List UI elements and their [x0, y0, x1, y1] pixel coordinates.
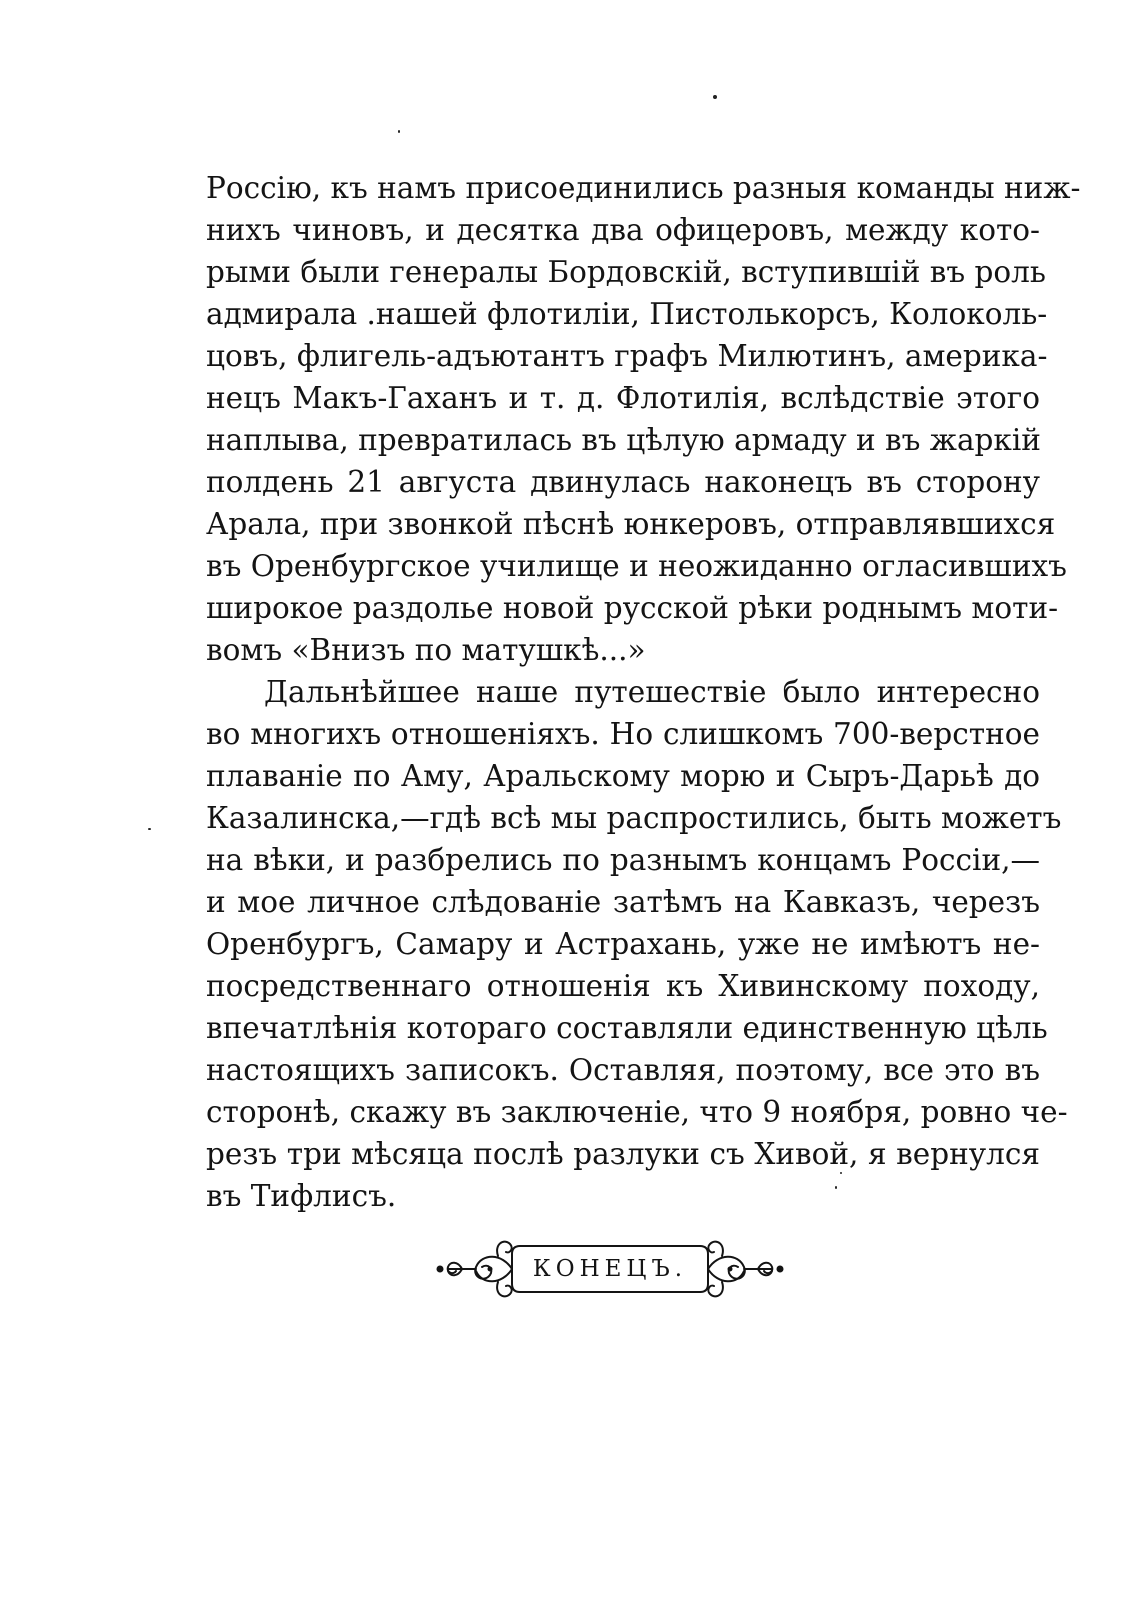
text-line: Казалинска,—гдѣ всѣ мы распростились, быть можетъ: [206, 801, 1062, 835]
text-line: и мое личное слѣдованіе затѣмъ на Кавказъ, черезъ: [206, 885, 1040, 919]
text-line: настоящихъ записокъ. Оставляя, поэтому, все это въ: [206, 1053, 1040, 1087]
text-line: нихъ чиновъ, и десятка два офицеровъ, между кото-: [206, 213, 1040, 247]
text-line: Россію, къ намъ присоединились разныя команды ниж-: [206, 171, 1081, 205]
print-speck: [398, 130, 400, 133]
print-speck: [713, 95, 717, 99]
text-line: вомъ «Внизъ по матушкѣ...»: [206, 633, 646, 667]
paragraph-start-line: Дальнѣйшее наше путешествіе было интересно: [264, 675, 1040, 709]
text-line: резъ три мѣсяца послѣ разлуки съ Хивой, я вернулся: [206, 1137, 1040, 1171]
text-line: полдень 21 августа двинулась наконецъ въ сторону: [206, 465, 1040, 499]
text-line: въ Тифлисъ.: [206, 1179, 397, 1213]
text-line: посредственнаго отношенія къ Хивинскому походу,: [206, 969, 1040, 1003]
text-line: въ Оренбургское училище и неожиданно огласившихъ: [206, 549, 1067, 583]
text-line: Арала, при звонкой пѣснѣ юнкеровъ, отправлявшихся: [206, 507, 1056, 541]
print-speck: [148, 828, 151, 830]
end-ornament: [428, 1234, 792, 1304]
text-line: Оренбургъ, Самару и Астрахань, уже не имѣютъ не-: [206, 927, 1040, 961]
text-line: наплыва, превратилась въ цѣлую армаду и въ жаркій: [206, 423, 1041, 457]
text-line: нецъ Макъ-Гаханъ и т. д. Флотилія, вслѣдствіе этого: [206, 381, 1040, 415]
text-line: рыми были генералы Бордовскій, вступившій въ роль: [206, 255, 1046, 289]
text-line: адмирала .нашей флотиліи, Пистолькорсъ, Колоколь-: [206, 297, 1048, 331]
text-line: впечатлѣнія котораго составляли единственную цѣль: [206, 1011, 1048, 1045]
text-line: цовъ, флигель-адъютантъ графъ Милютинъ, америка-: [206, 339, 1048, 373]
text-line: широкое раздолье новой русской рѣки роднымъ моти-: [206, 591, 1059, 625]
text-line: сторонѣ, скажу въ заключеніе, что 9 ноября, ровно че-: [206, 1095, 1068, 1129]
text-line: плаваніе по Аму, Аральскому морю и Сыръ-Дарьѣ до: [206, 759, 1040, 793]
end-title: КОНЕЦЪ.: [532, 1256, 688, 1282]
text-line: на вѣки, и разбрелись по разнымъ концамъ Россіи,—: [206, 843, 1040, 877]
text-line: во многихъ отношеніяхъ. Но слишкомъ 700-верстное: [206, 717, 1040, 751]
